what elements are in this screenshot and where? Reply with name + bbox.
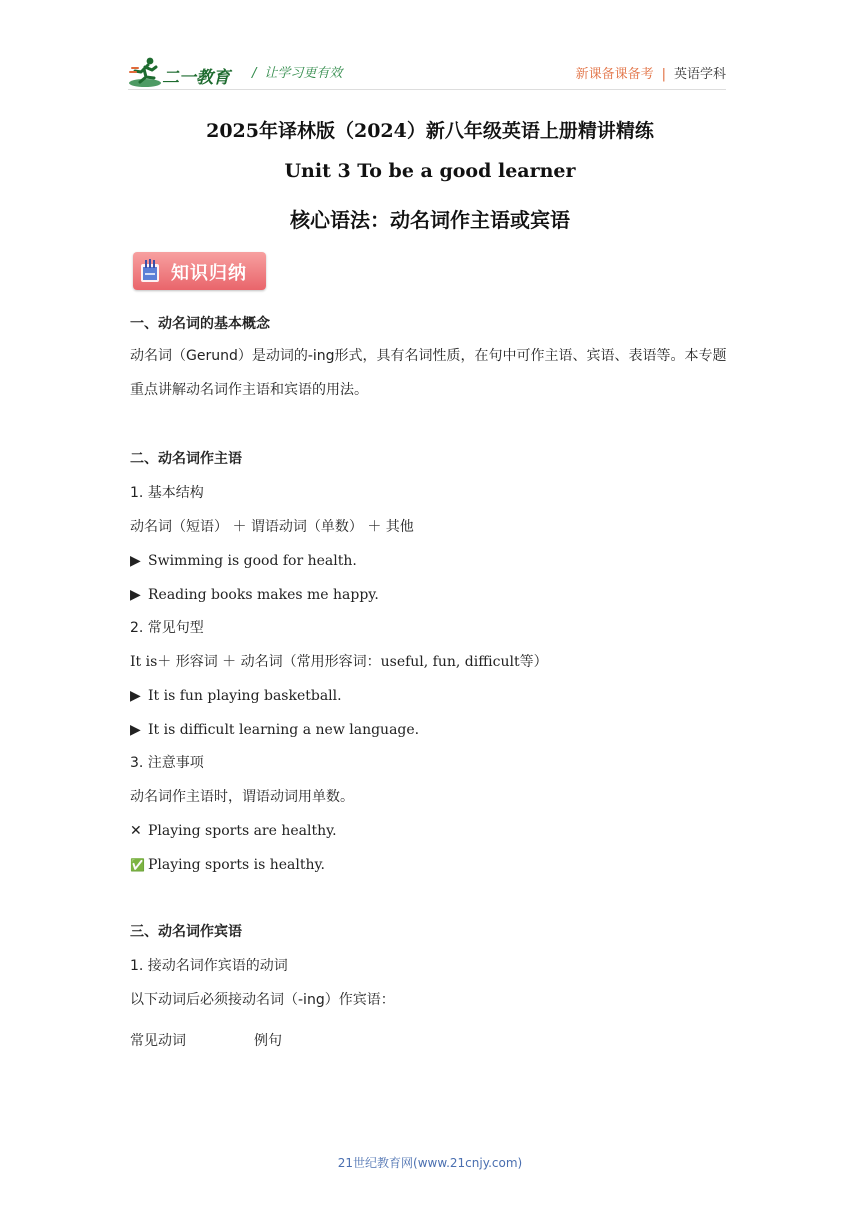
topic-title: 核心语法：动名词作主语或宾语 xyxy=(290,208,570,232)
table-header-row xyxy=(130,1031,430,1051)
arrow-icon: ▶ xyxy=(130,553,141,569)
slogan xyxy=(252,62,342,81)
subheading-notes: 3. 注意事项 xyxy=(130,755,204,771)
arrow-icon: ▶ xyxy=(130,587,141,603)
intro-text: 以下动词后必须接动名词（-ing）作宾语： xyxy=(130,992,395,1008)
header-subject xyxy=(576,63,726,82)
cross-icon: ✕ xyxy=(130,823,142,839)
example-text: It is fun playing basketball. xyxy=(148,688,342,704)
unit-title: Unit 3 To be a good learner xyxy=(284,160,576,182)
wrong-example xyxy=(130,821,337,841)
column-header-examples: 例句 xyxy=(254,1033,282,1049)
brand-logo xyxy=(128,56,238,88)
header-tagline: 新课备课备考 xyxy=(575,67,654,82)
logo-text: 二一教育 xyxy=(162,68,230,88)
subheading-common-patterns: 2. 常见句型 xyxy=(130,620,204,636)
column-header-verbs: 常见动词 xyxy=(130,1033,186,1049)
badge-label: 知识归纳 xyxy=(171,263,247,284)
arrow-icon: ▶ xyxy=(130,688,141,704)
example-sentence xyxy=(130,551,357,571)
header-divider xyxy=(128,89,726,90)
arrow-icon: ▶ xyxy=(130,722,141,738)
header-separator: | xyxy=(661,67,666,82)
structure-formula: 动名词（短语） ＋ 谓语动词（单数） ＋ 其他 xyxy=(130,519,414,535)
wrong-example-text: Playing sports are healthy. xyxy=(148,823,337,839)
example-text: Reading books makes me happy. xyxy=(148,587,379,603)
example-sentence xyxy=(130,585,379,605)
correct-example xyxy=(130,855,325,875)
subheading-verbs-followed-by-gerund: 1. 接动名词作宾语的动词 xyxy=(130,958,288,974)
check-icon: ✅ xyxy=(130,858,145,872)
book-icon xyxy=(139,258,161,284)
correct-example-text: Playing sports is healthy. xyxy=(148,857,325,873)
pattern-formula: It is＋ 形容词 ＋ 动名词（常用形容词：useful, fun, difficult等） xyxy=(130,654,548,670)
section-heading-basic-concept: 一、动名词的基本概念 xyxy=(130,316,270,332)
slogan-text: 让学习更有效 xyxy=(264,66,343,81)
section-heading-gerund-object: 三、动名词作宾语 xyxy=(130,924,242,940)
example-sentence xyxy=(130,720,419,740)
subheading-basic-structure: 1. 基本结构 xyxy=(130,485,204,501)
example-text: Swimming is good for health. xyxy=(148,553,357,569)
page-header xyxy=(128,54,726,90)
example-text: It is difficult learning a new language. xyxy=(148,722,420,738)
note-text: 动名词作主语时，谓语动词用单数。 xyxy=(130,789,354,805)
example-sentence xyxy=(130,686,342,706)
section-heading-gerund-subject: 二、动名词作主语 xyxy=(130,451,242,467)
document-title: 2025年译林版（2024）新八年级英语上册精讲精练 xyxy=(206,120,654,142)
page-footer: 21世纪教育网(www.21cnjy.com) xyxy=(337,1156,523,1170)
slash-divider: / xyxy=(252,66,257,81)
runner-icon xyxy=(128,56,162,88)
subject-label: 英语学科 xyxy=(673,67,726,82)
concept-paragraph: 动名词（Gerund）是动词的-ing形式，具有名词性质，在句中可作主语、宾语、表语等。本专题重点讲解动名词作主语和宾语的用法。 xyxy=(130,348,727,398)
knowledge-summary-badge xyxy=(133,252,266,290)
